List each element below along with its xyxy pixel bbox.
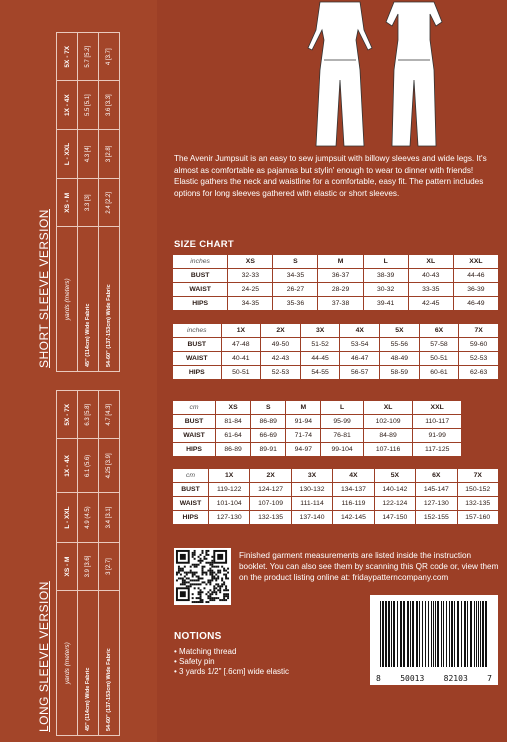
- measurement-value: 127-130: [416, 497, 457, 511]
- measurement-value: 26-27: [273, 283, 318, 297]
- size-header: 6X: [416, 469, 457, 483]
- barcode-icon: [370, 597, 498, 673]
- size-header: L: [321, 401, 363, 415]
- measurement-value: 150-152: [457, 483, 499, 497]
- measurement-value: 42-43: [261, 352, 301, 366]
- measurement-value: 38-39: [363, 269, 408, 283]
- measurement-value: 52-53: [261, 366, 301, 380]
- yardage-value: 4 [3.7]: [99, 33, 120, 81]
- measurement-value: 35-36: [273, 297, 318, 311]
- measurement-value: 52-53: [459, 352, 499, 366]
- size-row: [173, 283, 499, 297]
- notion-item: • Safety pin: [174, 657, 289, 667]
- size-unit-label: inches: [173, 324, 222, 338]
- measurement-value: 117-125: [413, 443, 462, 457]
- measurement-value: 89-91: [251, 443, 286, 457]
- measurement-value: 33-35: [408, 283, 453, 297]
- measurement-value: 111-114: [291, 497, 332, 511]
- measurement-value: 142-145: [333, 511, 374, 525]
- notions-title: NOTIONS: [174, 631, 222, 642]
- yardage-value: 3 [2.7]: [99, 542, 120, 590]
- measurement-label: BUST: [173, 269, 228, 283]
- size-header: 6X: [419, 324, 459, 338]
- size-header: 4X: [340, 324, 380, 338]
- yardage-value: 3.9 [3.6]: [78, 542, 99, 590]
- measurement-value: 57-58: [419, 338, 459, 352]
- yardage-row: [99, 391, 120, 736]
- size-row: [173, 269, 499, 283]
- size-header: 5X: [374, 469, 415, 483]
- size-header: 2X: [261, 324, 301, 338]
- size-chart-title: SIZE CHART: [174, 239, 234, 250]
- size-row: [173, 483, 499, 497]
- measurement-label: WAIST: [173, 497, 209, 511]
- size-table-inches-plus: [172, 323, 499, 380]
- measurement-value: 34-35: [228, 297, 273, 311]
- measurement-label: BUST: [173, 338, 222, 352]
- size-header-row: [173, 255, 499, 269]
- measurement-label: HIPS: [173, 443, 216, 457]
- measurement-value: 37-38: [318, 297, 363, 311]
- measurement-value: 102-109: [363, 415, 413, 429]
- measurement-value: 56-57: [340, 366, 380, 380]
- measurement-value: 132-135: [250, 511, 291, 525]
- size-header: XXL: [413, 401, 462, 415]
- notions-list: [174, 647, 289, 677]
- measurement-value: 91-99: [413, 429, 462, 443]
- measurement-value: 101-104: [208, 497, 249, 511]
- measurement-value: 119-122: [208, 483, 249, 497]
- measurement-value: 130-132: [291, 483, 332, 497]
- yardage-row: [78, 33, 99, 372]
- size-row: [173, 297, 499, 311]
- measurement-value: 84-89: [363, 429, 413, 443]
- yardage-value: 4.7 [4.3]: [99, 391, 120, 439]
- size-unit-label: cm: [173, 469, 209, 483]
- measurement-value: 28-29: [318, 283, 363, 297]
- yardage-size-header: 5X - 7X: [57, 391, 78, 439]
- measurement-value: 40-41: [221, 352, 261, 366]
- measurement-value: 122-124: [374, 497, 415, 511]
- measurement-value: 51-52: [300, 338, 340, 352]
- yardage-size-header: XS - M: [57, 542, 78, 590]
- yardage-value: 2.4 [2.2]: [99, 179, 120, 227]
- yardage-size-header: 1X - 4X: [57, 81, 78, 129]
- measurement-value: 95-99: [321, 415, 363, 429]
- size-header: 3X: [300, 324, 340, 338]
- barcode-digit: 7: [487, 674, 492, 683]
- measurement-label: HIPS: [173, 366, 222, 380]
- size-table-inches-misses: [172, 254, 499, 311]
- size-row: [173, 443, 462, 457]
- size-header: 7X: [457, 469, 499, 483]
- size-header: 1X: [221, 324, 261, 338]
- measurement-value: 32-33: [228, 269, 273, 283]
- yardage-header-row: [57, 391, 78, 736]
- measurement-value: 36-39: [453, 283, 498, 297]
- size-header-row: [173, 401, 462, 415]
- measurement-value: 62-63: [459, 366, 499, 380]
- measurement-value: 91-94: [286, 415, 321, 429]
- size-header: 1X: [208, 469, 249, 483]
- product-description: The Avenir Jumpsuit is an easy to sew jumpsuit with billowy sleeves and wide legs. It's almost as comfortable as pajamas but stylin' enough to wear to dinner with friends! Elastic gathers the neck and waistline for a comfortable, easy fit. The pattern includes options for long sleeves gathered with elastic or short sleeves.: [174, 154, 487, 198]
- measurement-value: 66-69: [251, 429, 286, 443]
- size-row: [173, 415, 462, 429]
- measurement-label: WAIST: [173, 429, 216, 443]
- yardage-unit-label: yards (meters): [57, 591, 78, 736]
- measurement-value: 127-130: [208, 511, 249, 525]
- yardage-size-header: L - XXL: [57, 493, 78, 543]
- measurement-value: 46-49: [453, 297, 498, 311]
- size-row: [173, 352, 499, 366]
- measurement-value: 134-137: [333, 483, 374, 497]
- yardage-value: 5.7 [5.2]: [78, 33, 99, 81]
- measurement-label: HIPS: [173, 297, 228, 311]
- measurement-value: 24-25: [228, 283, 273, 297]
- jumpsuit-illustration: [302, 0, 452, 150]
- yardage-value: 3.3 [3]: [78, 179, 99, 227]
- measurement-value: 140-142: [374, 483, 415, 497]
- size-table-cm-plus: [172, 468, 499, 525]
- measurement-value: 94-97: [286, 443, 321, 457]
- size-header: 5X: [380, 324, 420, 338]
- measurement-value: 107-116: [363, 443, 413, 457]
- yardage-row: [99, 33, 120, 372]
- long-sleeve-table: [56, 390, 120, 736]
- measurement-value: 34-35: [273, 269, 318, 283]
- yardage-value: 4.9 (4.5): [78, 493, 99, 543]
- measurement-value: 44-46: [453, 269, 498, 283]
- yardage-unit-label: yards (meters): [57, 227, 78, 372]
- measurement-value: 107-109: [250, 497, 291, 511]
- measurement-value: 86-89: [216, 443, 251, 457]
- yardage-value: 3 [2.8]: [99, 129, 120, 178]
- size-unit-label: inches: [173, 255, 228, 269]
- measurement-value: 58-59: [380, 366, 420, 380]
- measurement-value: 46-47: [340, 352, 380, 366]
- measurement-value: 30-32: [363, 283, 408, 297]
- yardage-fabric-label: 54-60" (137-153cm) Wide Fabric: [99, 591, 120, 736]
- measurement-value: 61-64: [216, 429, 251, 443]
- size-row: [173, 497, 499, 511]
- size-row: [173, 366, 499, 380]
- short-sleeve-table: [56, 32, 120, 372]
- barcode: [370, 595, 498, 685]
- measurement-value: 157-160: [457, 511, 499, 525]
- measurement-value: 81-84: [216, 415, 251, 429]
- yardage-row: [78, 391, 99, 736]
- yardage-fabric-label: 45" (114cm) Wide Fabric: [78, 227, 99, 372]
- size-header: 4X: [333, 469, 374, 483]
- barcode-digit: 8: [376, 674, 381, 683]
- measurement-value: 137-140: [291, 511, 332, 525]
- yardage-value: 4.25 [3.9]: [99, 439, 120, 493]
- size-row: [173, 511, 499, 525]
- measurement-value: 50-51: [419, 352, 459, 366]
- measurement-value: 48-49: [380, 352, 420, 366]
- measurement-value: 76-81: [321, 429, 363, 443]
- yardage-size-header: XS - M: [57, 179, 78, 227]
- size-header: M: [286, 401, 321, 415]
- size-header: 7X: [459, 324, 499, 338]
- size-row: [173, 429, 462, 443]
- yardage-value: 3.4 [3.1]: [99, 493, 120, 543]
- barcode-digits: [370, 674, 498, 683]
- barcode-digit: 50013: [400, 674, 425, 683]
- yardage-fabric-label: 54-60" (137-153cm) Wide Fabric: [99, 227, 120, 372]
- size-header-row: [173, 324, 499, 338]
- measurement-label: WAIST: [173, 283, 228, 297]
- notion-item: • 3 yards 1/2" [.6cm] wide elastic: [174, 667, 289, 677]
- measurement-label: BUST: [173, 483, 209, 497]
- yardage-size-header: L - XXL: [57, 129, 78, 178]
- size-header-row: [173, 469, 499, 483]
- measurement-value: 132-135: [457, 497, 499, 511]
- measurement-value: 60-61: [419, 366, 459, 380]
- notion-item: • Matching thread: [174, 647, 289, 657]
- barcode-digit: 82103: [443, 674, 468, 683]
- yardage-size-header: 1X - 4X: [57, 439, 78, 493]
- measurement-value: 124-127: [250, 483, 291, 497]
- size-header: S: [273, 255, 318, 269]
- yardage-header-row: [57, 33, 78, 372]
- long-sleeve-title: LONG SLEEVE VERSION: [37, 581, 51, 732]
- measurement-value: 36-37: [318, 269, 363, 283]
- size-header: L: [363, 255, 408, 269]
- measurement-value: 42-45: [408, 297, 453, 311]
- qr-instructions: Finished garment measurements are listed inside the instruction booklet. You can also see them by scanning this QR code or, view them on the product listing online at: fridaypatterncompany.com: [239, 551, 499, 582]
- measurement-value: 59-60: [459, 338, 499, 352]
- measurement-value: 110-117: [413, 415, 462, 429]
- measurement-value: 71-74: [286, 429, 321, 443]
- yardage-value: 6.1 (5.6): [78, 439, 99, 493]
- measurement-value: 47-48: [221, 338, 261, 352]
- size-row: [173, 338, 499, 352]
- yardage-size-header: 5X - 7X: [57, 33, 78, 81]
- short-sleeve-title: SHORT SLEEVE VERSION: [37, 209, 51, 368]
- size-header: 3X: [291, 469, 332, 483]
- measurement-value: 147-150: [374, 511, 415, 525]
- size-header: 2X: [250, 469, 291, 483]
- size-header: XL: [408, 255, 453, 269]
- measurement-label: WAIST: [173, 352, 222, 366]
- size-unit-label: cm: [173, 401, 216, 415]
- size-header: XXL: [453, 255, 498, 269]
- measurement-value: 152-155: [416, 511, 457, 525]
- measurement-value: 40-43: [408, 269, 453, 283]
- measurement-value: 86-89: [251, 415, 286, 429]
- size-header: XS: [228, 255, 273, 269]
- measurement-value: 54-55: [300, 366, 340, 380]
- measurement-value: 53-54: [340, 338, 380, 352]
- size-header: S: [251, 401, 286, 415]
- measurement-value: 44-45: [300, 352, 340, 366]
- size-table-cm-misses: [172, 400, 462, 457]
- yardage-value: 4.3 [4]: [78, 129, 99, 178]
- yardage-value: 6.3 [5.8]: [78, 391, 99, 439]
- size-header: XS: [216, 401, 251, 415]
- qr-code-icon: [174, 548, 231, 605]
- measurement-value: 39-41: [363, 297, 408, 311]
- measurement-value: 116-119: [333, 497, 374, 511]
- qr-code[interactable]: [174, 548, 231, 605]
- measurement-value: 49-50: [261, 338, 301, 352]
- measurement-value: 99-104: [321, 443, 363, 457]
- size-header: M: [318, 255, 363, 269]
- measurement-value: 50-51: [221, 366, 261, 380]
- measurement-value: 145-147: [416, 483, 457, 497]
- yardage-value: 5.5 [5.1]: [78, 81, 99, 129]
- measurement-label: HIPS: [173, 511, 209, 525]
- yardage-value: 3.6 [3.3]: [99, 81, 120, 129]
- yardage-fabric-label: 45" (114cm) Wide Fabric: [78, 591, 99, 736]
- measurement-value: 55-56: [380, 338, 420, 352]
- size-header: XL: [363, 401, 413, 415]
- measurement-label: BUST: [173, 415, 216, 429]
